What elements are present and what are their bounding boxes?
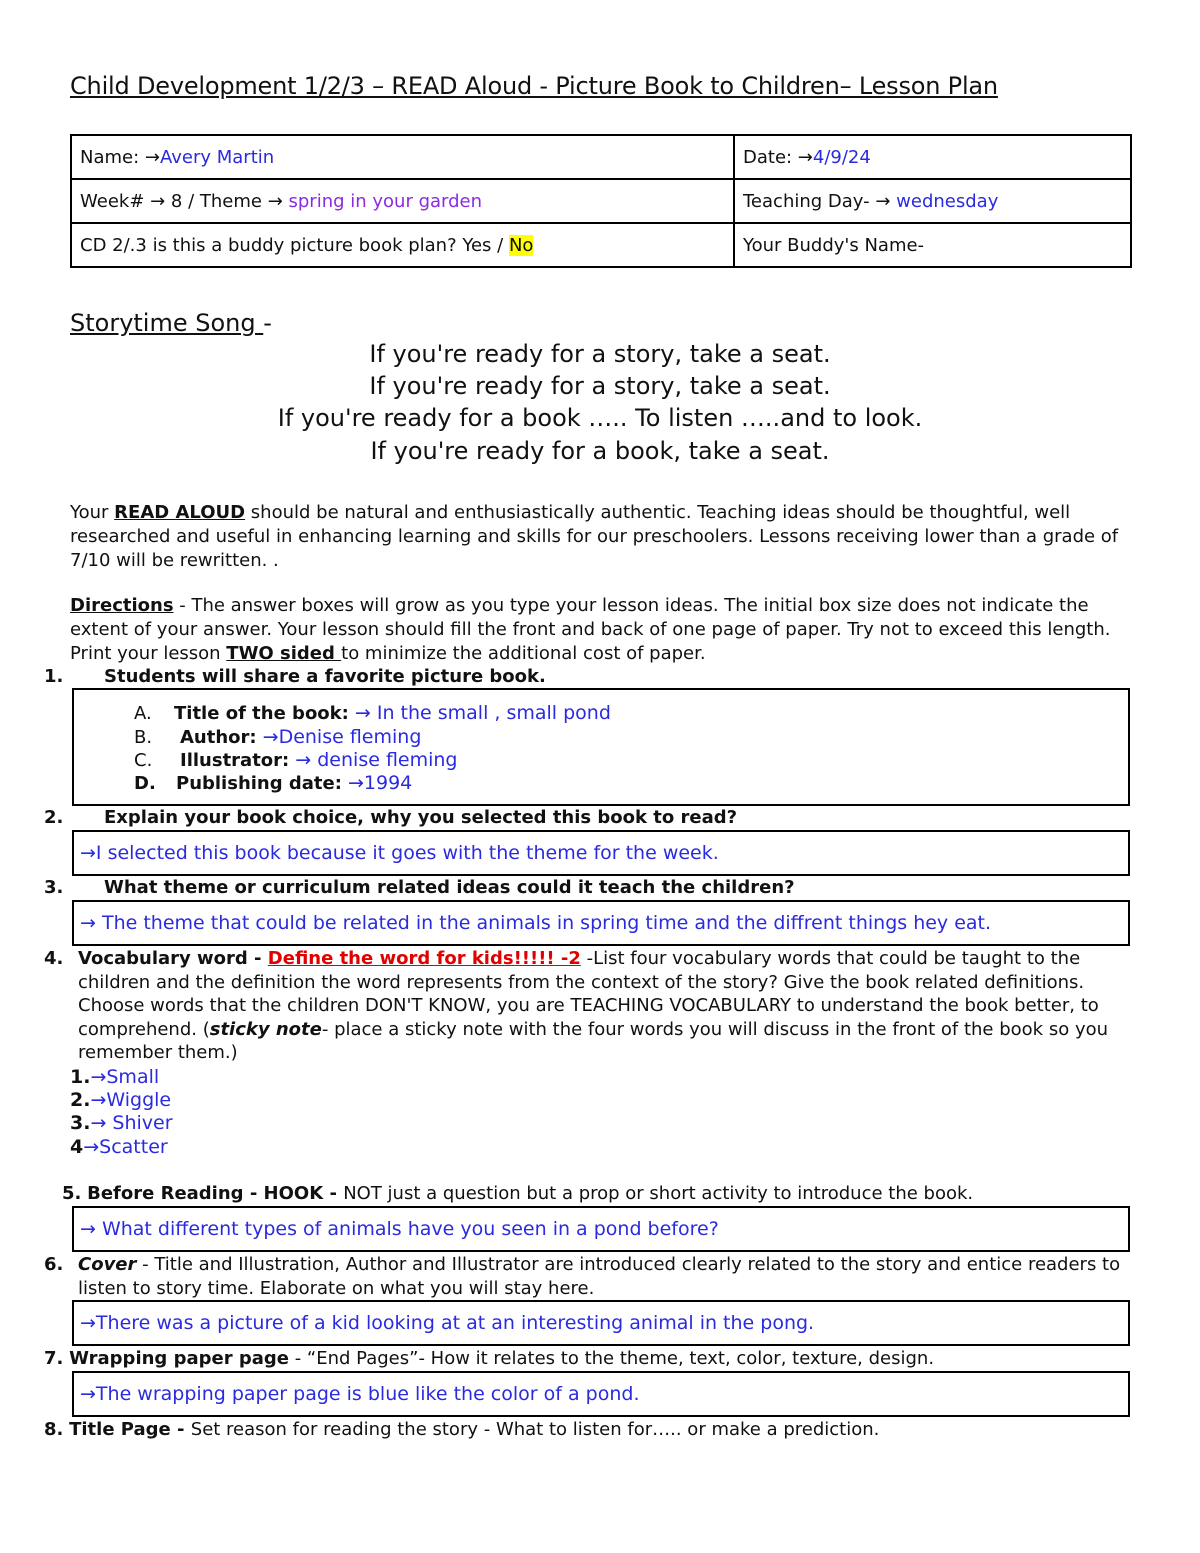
buddy-no-highlight: No <box>508 234 534 256</box>
question-4-body: -List four vocabulary words that could be taught to the children and the definition the word represents from the context of the story? Give the book related definitions. Choose words that the children DON'T KNOW, you are TEACHING VOCABULARY to understand the book better, to comprehend. ( <box>78 948 1099 1040</box>
author-value: →Denise fleming <box>256 726 422 748</box>
question-4-body: - place a sticky note with the four words you will discuss in the front of the book so you remember them.) <box>78 1018 1109 1064</box>
question-3-text: What theme or curriculum related ideas could it teach the children? <box>104 877 795 898</box>
question-number: 8. <box>44 1419 64 1440</box>
question-number: 4. <box>44 948 64 969</box>
directions-text: to minimize the additional cost of paper. <box>341 643 706 664</box>
item-letter: B. <box>134 727 153 748</box>
date-value: 4/9/24 <box>812 146 871 168</box>
vocab-word <box>70 1136 168 1158</box>
vocabulary-label: Vocabulary word - <box>78 948 268 969</box>
question-5-answer: → What different types of animals have you seen in a pond before? <box>80 1218 719 1240</box>
item-label: Title of the book: <box>174 703 349 724</box>
question-1-text: Students will share a favorite picture book. <box>104 666 546 687</box>
book-info-item <box>134 749 458 771</box>
song-line: If you're ready for a story, take a seat. <box>369 372 831 400</box>
song-heading-text: Storytime Song <box>70 309 264 337</box>
song-line: If you're ready for a book, take a seat. <box>370 437 830 465</box>
vocab-value: →Scatter <box>83 1136 168 1158</box>
page-title: Child Development 1/2/3 – READ Aloud - Picture Book to Children– Lesson Plan <box>70 72 998 100</box>
buddy-name-cell[interactable] <box>734 223 1131 267</box>
song-line: If you're ready for a book ….. To listen …..and to look. <box>277 404 923 432</box>
question-1-answer-box[interactable] <box>72 688 1130 806</box>
vocab-word <box>70 1066 159 1088</box>
question-number: 6. <box>44 1254 64 1275</box>
book-info-item <box>134 726 421 748</box>
question-number: 3. <box>44 877 64 898</box>
question-7-text <box>44 1348 934 1369</box>
question-2-text: Explain your book choice, why you selected this book to read? <box>104 807 738 828</box>
question-number: 2. <box>44 807 64 828</box>
define-word-emphasis: Define the word for kids!!!!! -2 <box>267 948 581 969</box>
illustrator-value: → denise fleming <box>289 749 458 771</box>
song-line: If you're ready for a story, take a seat. <box>369 340 831 368</box>
song-heading <box>70 309 272 337</box>
name-cell[interactable] <box>71 135 734 179</box>
theme-value: spring in your garden <box>288 190 483 212</box>
question-5-body: NOT just a question but a prop or short activity to introduce the book. <box>343 1183 974 1204</box>
item-letter: D. <box>134 773 156 794</box>
question-6-answer: →There was a picture of a kid looking at at an interesting animal in the pong. <box>80 1312 815 1334</box>
teaching-day-label: Teaching Day- → <box>743 190 897 212</box>
item-letter: C. <box>134 750 153 771</box>
vocab-number: 2. <box>70 1089 91 1111</box>
date-label: Date: → <box>743 146 813 168</box>
vocab-number: 4 <box>70 1136 84 1158</box>
cover-label: Cover <box>78 1254 137 1275</box>
two-sided-emphasis: TWO sided <box>226 643 342 664</box>
item-label: Author: <box>180 727 257 748</box>
info-table <box>70 134 1132 268</box>
question-6-text <box>78 1253 1133 1301</box>
vocab-word <box>70 1112 173 1134</box>
vocab-number: 3. <box>70 1112 91 1134</box>
name-value: Avery Martin <box>159 146 275 168</box>
read-aloud-emphasis: READ ALOUD <box>114 502 246 523</box>
directions-paragraph <box>70 594 1140 666</box>
question-6-body: - Title and Illustration, Author and Illustrator are introduced clearly related to the story and entice readers to listen to story time. Elaborate on what you will stay here. <box>78 1254 1121 1299</box>
question-5-text <box>62 1183 973 1204</box>
vocab-number: 1. <box>70 1066 91 1088</box>
question-4-text <box>78 947 1133 1065</box>
book-title-value: → In the small , small pond <box>348 702 611 724</box>
name-label: Name: → <box>80 146 160 168</box>
week-theme-cell[interactable] <box>71 179 734 223</box>
item-label: Publishing date: <box>176 773 342 794</box>
vocab-value: →Wiggle <box>90 1089 172 1111</box>
publishing-date-value: →1994 <box>341 772 413 794</box>
question-5-answer-box[interactable] <box>72 1206 1130 1252</box>
item-label: Illustrator: <box>180 750 290 771</box>
question-6-answer-box[interactable] <box>72 1300 1130 1346</box>
question-7-answer-box[interactable] <box>72 1371 1130 1417</box>
intro-paragraph <box>70 501 1140 573</box>
question-number: 1. <box>44 666 64 687</box>
date-cell[interactable] <box>734 135 1131 179</box>
wrapping-paper-label: Wrapping paper page <box>69 1348 289 1369</box>
hook-label: Before Reading - HOOK - <box>87 1183 344 1204</box>
book-info-item <box>134 772 412 794</box>
sticky-note-label: sticky note <box>209 1018 322 1040</box>
song-heading-dash: - <box>263 309 272 337</box>
question-7-answer: →The wrapping paper page is blue like the color of a pond. <box>80 1383 640 1405</box>
title-page-label: Title Page - <box>69 1419 191 1440</box>
question-number: 7. <box>44 1348 64 1369</box>
question-8-body: Set reason for reading the story - What to listen for….. or make a prediction. <box>190 1419 880 1440</box>
buddy-question-cell[interactable] <box>71 223 734 267</box>
teaching-day-cell[interactable] <box>734 179 1131 223</box>
question-8-text <box>44 1419 879 1440</box>
question-2-answer-box[interactable] <box>72 830 1130 876</box>
buddy-question: CD 2/.3 is this a buddy picture book plan? Yes / <box>80 234 509 256</box>
question-2-answer: →I selected this book because it goes with the theme for the week. <box>80 842 719 864</box>
question-3-answer-box[interactable] <box>72 900 1130 946</box>
directions-label: Directions <box>70 595 174 616</box>
week-label: Week# → 8 / Theme → <box>80 190 289 212</box>
intro-text: Your <box>70 502 115 523</box>
teaching-day-value: wednesday <box>896 190 999 212</box>
question-number: 5. <box>62 1183 82 1204</box>
question-7-body: - “End Pages”- How it relates to the theme, text, color, texture, design. <box>288 1348 935 1369</box>
book-info-item <box>134 702 611 724</box>
buddy-name-label: Your Buddy's Name- <box>743 234 925 256</box>
question-3-answer: → The theme that could be related in the animals in spring time and the diffrent things hey eat. <box>80 912 992 934</box>
directions-text: - The answer boxes will grow as you type your lesson ideas. The initial box size does not indicate the extent of your answer. Your lesson should fill the front and back of one page of paper. Try not to exceed this length. Print your lesson <box>70 595 1111 664</box>
vocab-value: →Small <box>90 1066 160 1088</box>
intro-text: should be natural and enthusiastically authentic. Teaching ideas should be thoughtful, well researched and useful in enhancing learning and skills for our preschoolers. Lessons receiving lower than a grade of 7/10 will be rewritten. . <box>70 502 1119 571</box>
vocab-value: → Shiver <box>90 1112 173 1134</box>
item-letter: A. <box>134 703 152 724</box>
vocab-word <box>70 1089 171 1111</box>
